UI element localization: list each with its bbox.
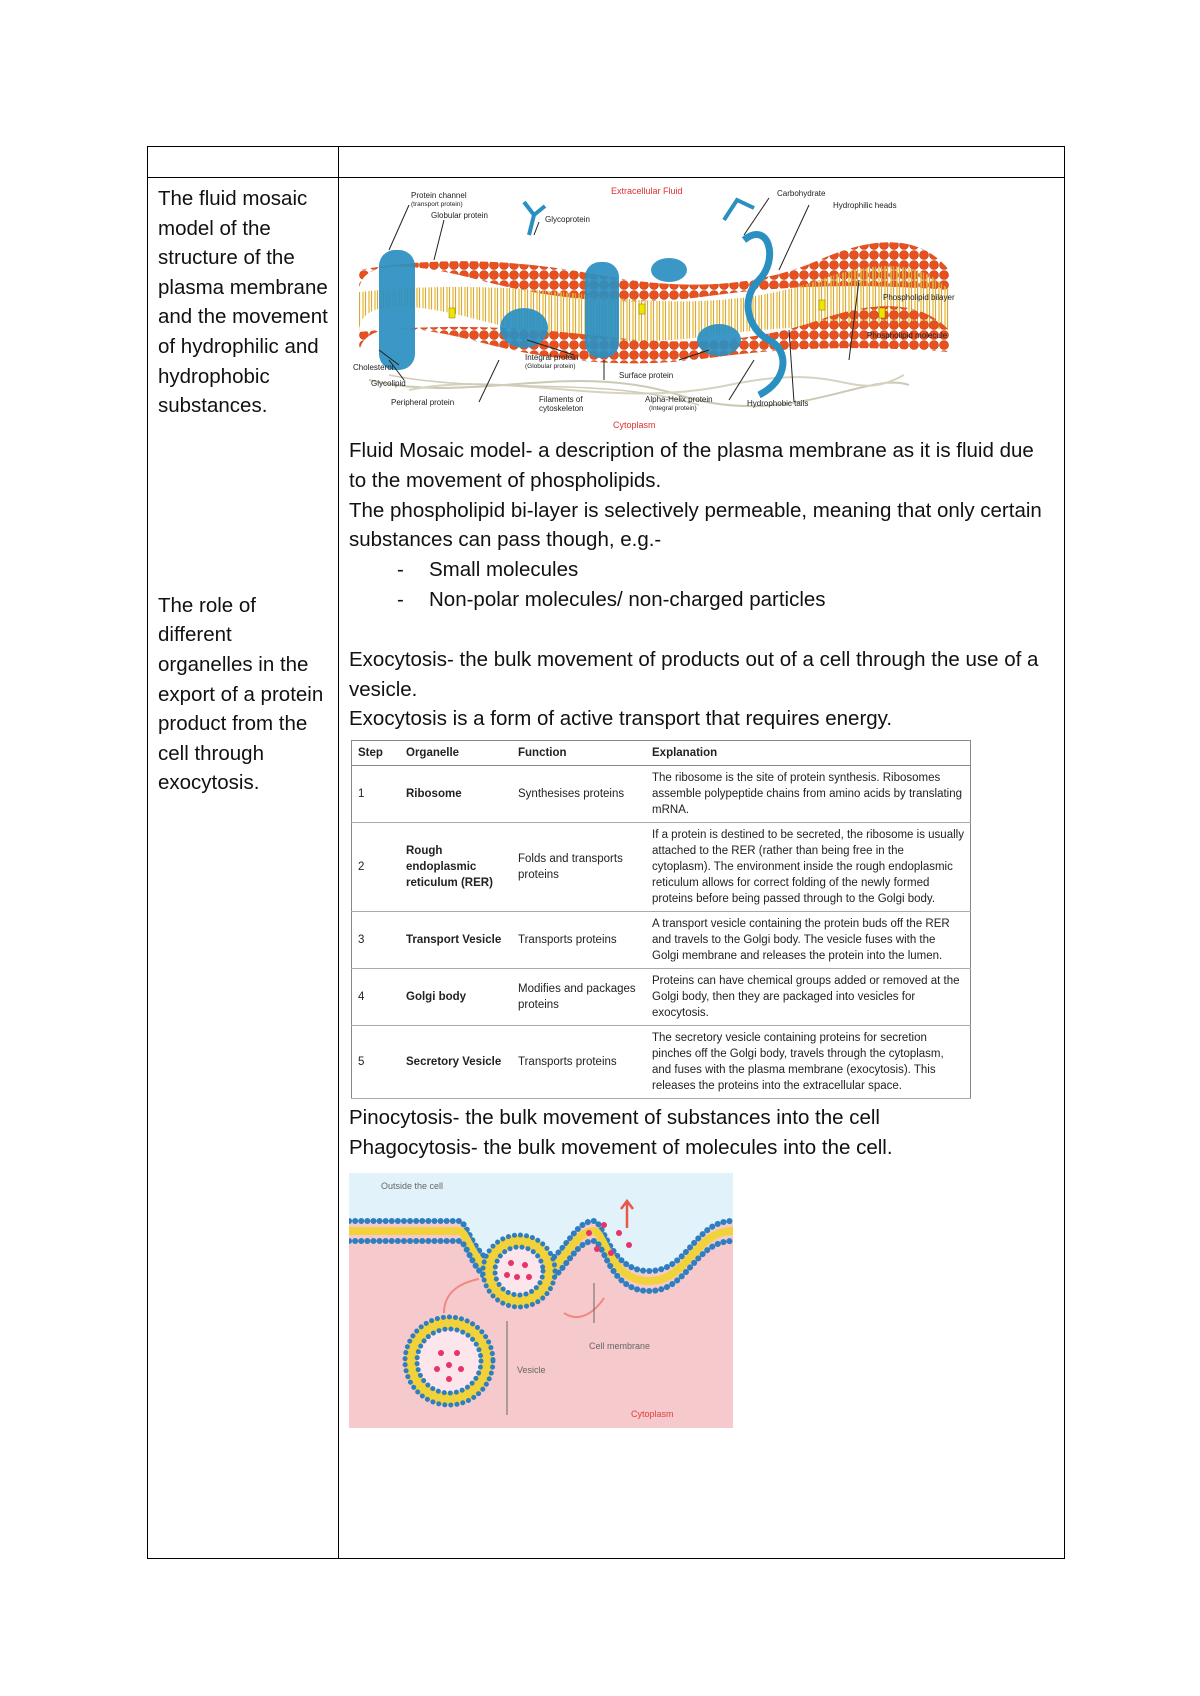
cell-step: 4 xyxy=(352,969,401,1026)
topic-exocytosis: The role of different organelles in the export of a protein product from the cell through exocytosis. xyxy=(158,593,324,795)
label-extracellular-fluid: Extracellular Fluid xyxy=(611,186,683,196)
label-alpha-helix-sub: (Integral protein) xyxy=(649,405,697,412)
label-integral-protein-sub: (Globular protein) xyxy=(525,363,576,370)
cell-explanation: The ribosome is the site of protein synthesis. Ribosomes assemble polypeptide chains from amino acids by translating mRNA. xyxy=(646,766,971,823)
cell-step: 1 xyxy=(352,766,401,823)
table-row xyxy=(352,969,971,1026)
list-item: - Small molecules xyxy=(397,558,579,582)
cell-step: 5 xyxy=(352,1026,401,1099)
label-filaments: Filaments of xyxy=(539,395,583,404)
phagocytosis-definition: Phagocytosis- the bulk movement of molecules into the cell. xyxy=(349,1135,893,1159)
label-surface-protein: Surface protein xyxy=(619,371,674,380)
label-cell-membrane: Cell membrane xyxy=(589,1340,651,1351)
cell-explanation: A transport vesicle containing the protein buds off the RER and travels to the Golgi body. The vesicle fuses with the Golgi membrane and releases the protein into the lumen. xyxy=(646,912,971,969)
cell-explanation: The secretory vesicle containing proteins for secretion pinches off the Golgi body, travels through the cytoplasm, and fuses with the plasma membrane (exocytosis). This releases the proteins into the extracellular space. xyxy=(646,1026,971,1099)
cell-function: Transports proteins xyxy=(512,1026,646,1099)
label-hydrophobic-tails: Hydrophobic tails xyxy=(747,399,809,408)
label-phospholipid-molecule: Phospholipid molecule xyxy=(867,331,948,340)
cell-organelle: Ribosome xyxy=(400,766,512,823)
cell-step: 2 xyxy=(352,823,401,912)
cell-explanation: Proteins can have chemical groups added or removed at the Golgi body, then they are packaged into vesicles for exocytosis. xyxy=(646,969,971,1026)
vesicle-diagram xyxy=(349,1173,733,1428)
label-transport-protein: (transport protein) xyxy=(411,201,463,208)
cell-function: Modifies and packages proteins xyxy=(512,969,646,1026)
topic-fluid-mosaic: The fluid mosaic model of the structure of the plasma membrane and the movement of hydrophilic and hydrophobic substances. xyxy=(158,187,328,418)
header-cell-left xyxy=(148,147,339,178)
label-integral-protein: Integral protein xyxy=(525,353,579,362)
table-row xyxy=(352,823,971,912)
topics-column xyxy=(148,178,339,1559)
cell-organelle: Golgi body xyxy=(400,969,512,1026)
cell-organelle: Transport Vesicle xyxy=(400,912,512,969)
cell-function: Folds and transports proteins xyxy=(512,823,646,912)
col-step: Step xyxy=(352,741,401,766)
cell-function: Synthesises proteins xyxy=(512,766,646,823)
permeable-list xyxy=(349,555,1054,615)
exocytosis-definition: Exocytosis- the bulk movement of products out of a cell through the use of a vesicle. xyxy=(349,647,1039,701)
label-hydrophilic-heads: Hydrophilic heads xyxy=(833,201,897,210)
label-peripheral-protein: Peripheral protein xyxy=(391,398,455,407)
label-alpha-helix: Alpha-Helix protein xyxy=(645,395,713,404)
label-glycolipid: Glycolipid xyxy=(371,379,406,388)
label-carbohydrate: Carbohydrate xyxy=(777,189,826,198)
cell-explanation: If a protein is destined to be secreted, the ribosome is usually attached to the RER (rather than being free in the cytoplasm). The environment inside the rough endoplasmic reticulum allows for correct folding of the newly formed proteins before being passed through to the Golgi body. xyxy=(646,823,971,912)
label-vesicle: Vesicle xyxy=(517,1364,546,1375)
selective-permeability: The phospholipid bi-layer is selectively permeable, meaning that only certain substances can pass though, e.g.- xyxy=(349,498,1042,552)
fluid-mosaic-diagram xyxy=(349,180,989,436)
label-outside-cell: Outside the cell xyxy=(381,1180,444,1191)
cell-organelle: Secretory Vesicle xyxy=(400,1026,512,1099)
cell-function: Transports proteins xyxy=(512,912,646,969)
col-explanation: Explanation xyxy=(646,741,971,766)
content-row xyxy=(148,178,1065,1559)
notes-column xyxy=(339,178,1065,1559)
pinocytosis-definition: Pinocytosis- the bulk movement of substances into the cell xyxy=(349,1106,880,1130)
label-cholesterol: Cholesterol xyxy=(353,363,394,372)
label-cytoplasm: Cytoplasm xyxy=(613,420,656,430)
header-row xyxy=(148,147,1065,178)
cell-organelle: Rough endoplasmic reticulum (RER) xyxy=(400,823,512,912)
fluid-mosaic-definition: Fluid Mosaic model- a description of the plasma membrane as it is fluid due to the movement of phospholipids. xyxy=(349,439,1034,492)
table-row xyxy=(352,1026,971,1099)
col-function: Function xyxy=(512,741,646,766)
table-row xyxy=(352,912,971,969)
header-cell-right xyxy=(339,147,1065,178)
label-filaments-sub: cytoskeleton xyxy=(539,404,584,413)
label-glycoprotein: Glycoprotein xyxy=(545,215,590,224)
label-protein-channel: Protein channel xyxy=(411,191,467,200)
notes-table xyxy=(147,146,1065,1559)
label-phospholipid-bilayer: Phospholipid bilayer xyxy=(883,293,955,302)
label-cytoplasm-2: Cytoplasm xyxy=(631,1408,674,1419)
table-row xyxy=(352,766,971,823)
steps-header-row xyxy=(352,741,971,766)
exocytosis-energy: Exocytosis is a form of active transport that requires energy. xyxy=(349,707,893,731)
cell-step: 3 xyxy=(352,912,401,969)
organelle-steps-table xyxy=(351,740,971,1099)
col-organelle: Organelle xyxy=(400,741,512,766)
list-item: - Non-polar molecules/ non-charged particles xyxy=(397,587,826,611)
label-globular-protein: Globular protein xyxy=(431,211,488,220)
